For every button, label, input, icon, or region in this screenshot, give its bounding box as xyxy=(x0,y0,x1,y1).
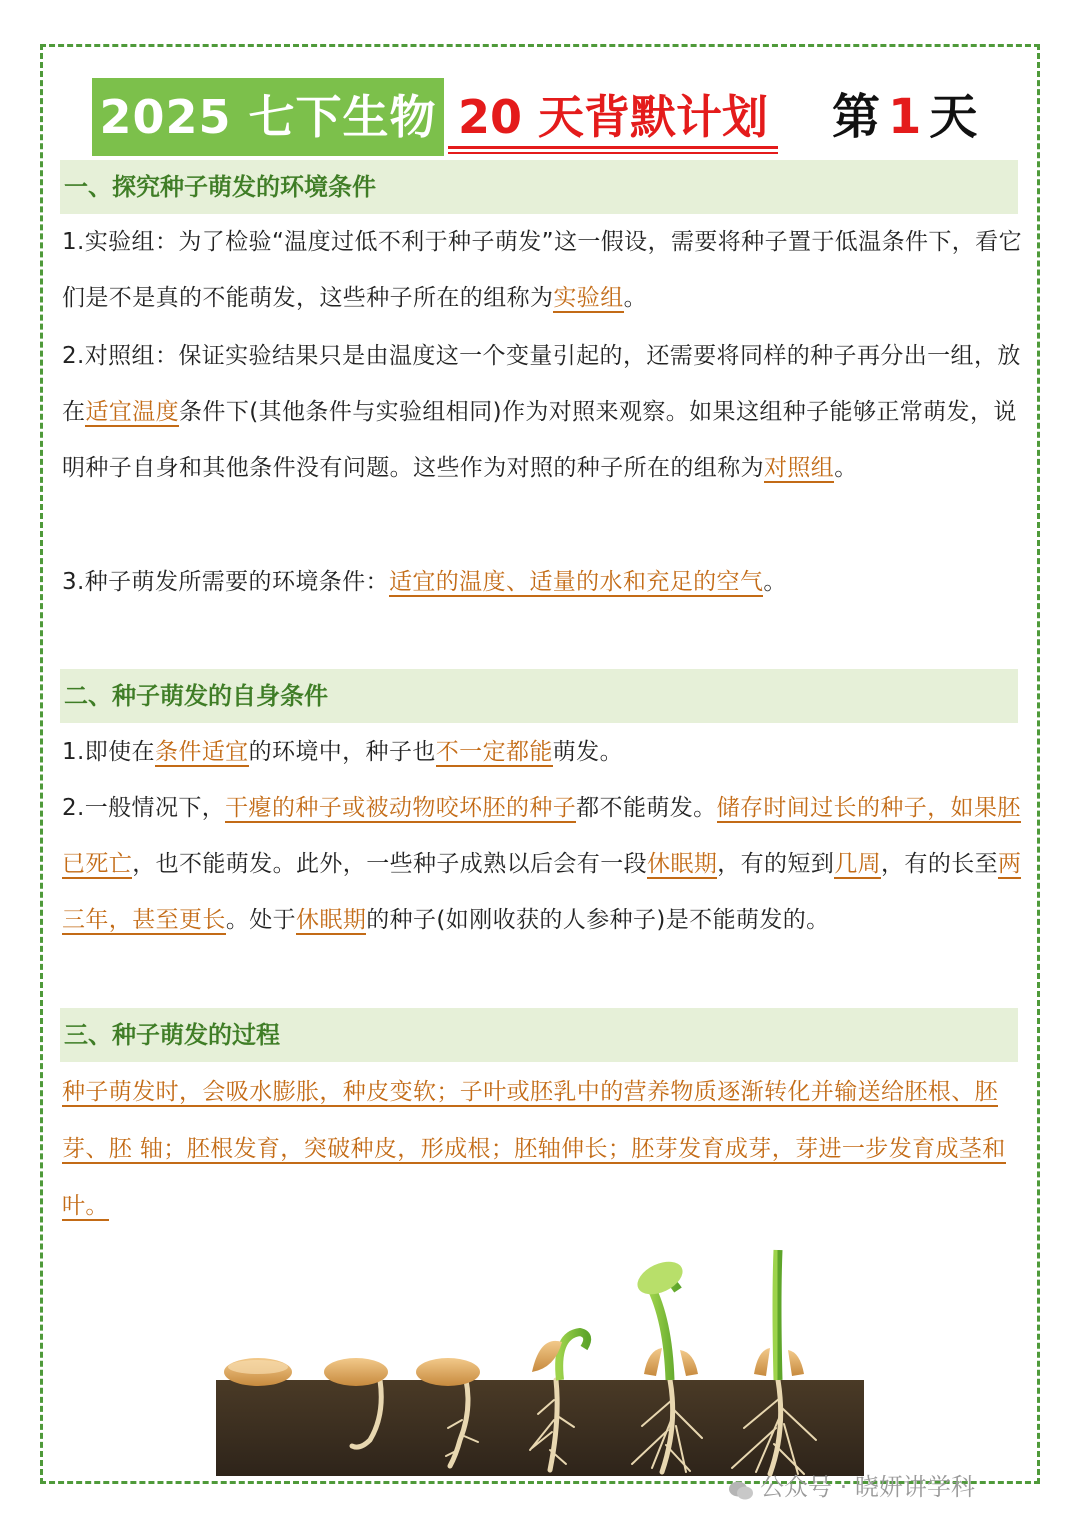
title-underline xyxy=(448,152,778,154)
watermark-text: 公众号 · 晓妍讲学科 xyxy=(760,1473,975,1501)
text: 1.即使在 xyxy=(62,739,155,765)
wechat-icon xyxy=(728,1477,754,1499)
section1-paragraph-1 xyxy=(62,214,1024,326)
section2-paragraph-1 xyxy=(62,724,1024,780)
text: 。 xyxy=(623,285,648,311)
highlight-term: 对照组 xyxy=(764,455,835,481)
text: 。 xyxy=(763,569,787,595)
title-red-text: 20 天背默计划 xyxy=(457,90,769,144)
section-heading-3: 三、种子萌发的过程 xyxy=(60,1008,1018,1062)
watermark xyxy=(728,1470,975,1504)
text: 的环境中，种子也 xyxy=(248,739,436,765)
title-underline xyxy=(448,146,778,149)
text: 。 xyxy=(834,455,858,481)
highlight-term: 储存时间过长的种子，如果胚已死亡 xyxy=(62,795,1021,877)
highlight-term: 适宜温度 xyxy=(85,399,180,425)
text: ，有的短到 xyxy=(717,851,835,877)
highlight-term: 休眠期 xyxy=(296,907,367,933)
text: 2.对照组：保证实验结果只是由温度这一个变量引起的，还需要将同样的种子再分出一组，放在 xyxy=(62,343,1021,425)
highlight-term: 不一定都能 xyxy=(435,739,553,765)
text: ，有的长至 xyxy=(881,851,999,877)
text: 3.种子萌发所需要的环境条件： xyxy=(62,569,389,595)
highlight-text: 种子萌发时，会吸水膨胀，种皮变软；子叶或胚乳中的营养物质逐渐转化并输送给胚根、胚芽、胚 轴；胚根发育，突破种皮，形成根；胚轴伸长；胚芽发育成芽，芽进一步发育成茎和叶。 xyxy=(62,1079,1006,1219)
text: 的种子(如刚收获的人参种子)是不能萌发的。 xyxy=(366,907,830,933)
day-prefix: 第 xyxy=(832,89,881,145)
text: 萌发。 xyxy=(552,739,623,765)
title-day xyxy=(832,78,977,156)
highlight-term: 几周 xyxy=(834,851,882,877)
section-heading-1: 一、探究种子萌发的环境条件 xyxy=(60,160,1018,214)
text: ，也不能萌发。此外，一些种子成熟以后会有一段 xyxy=(132,851,648,877)
text: 。处于 xyxy=(225,907,297,933)
title-green-banner: 2025 七下生物 xyxy=(92,78,444,156)
day-number: 1 xyxy=(888,89,922,145)
section1-paragraph-3 xyxy=(62,554,1024,610)
day-suffix: 天 xyxy=(929,89,978,145)
section2-paragraph-2 xyxy=(62,780,1024,948)
text: 条件下(其他条件与实验组相同)作为对照来观察。如果这组种子能够正常萌发，说明种子自身和其他条件没有问题。这些作为对照的种子所在的组称为 xyxy=(62,399,1017,481)
seed-germination-illustration xyxy=(210,1240,870,1480)
section-heading-2: 二、种子萌发的自身条件 xyxy=(60,669,1018,723)
page-title xyxy=(0,78,1080,158)
highlight-term: 实验组 xyxy=(553,285,624,311)
text: 2.一般情况下， xyxy=(62,795,226,821)
highlight-term: 干瘪的种子或被动物咬坏胚的种子 xyxy=(225,795,577,821)
text: 都不能萌发。 xyxy=(576,795,717,821)
highlight-term: 条件适宜 xyxy=(154,739,249,765)
section1-paragraph-2 xyxy=(62,328,1024,496)
highlight-term: 两三年，甚至更长 xyxy=(62,851,1022,933)
section3-paragraph xyxy=(62,1064,1024,1235)
highlight-term: 休眠期 xyxy=(647,851,718,877)
highlight-term: 适宜的温度、适量的水和充足的空气 xyxy=(388,569,764,595)
text: 1.实验组：为了检验“温度过低不利于种子萌发”这一假设，需要将种子置于低温条件下，看它们是不是真的不能萌发，这些种子所在的组称为 xyxy=(62,229,1022,311)
